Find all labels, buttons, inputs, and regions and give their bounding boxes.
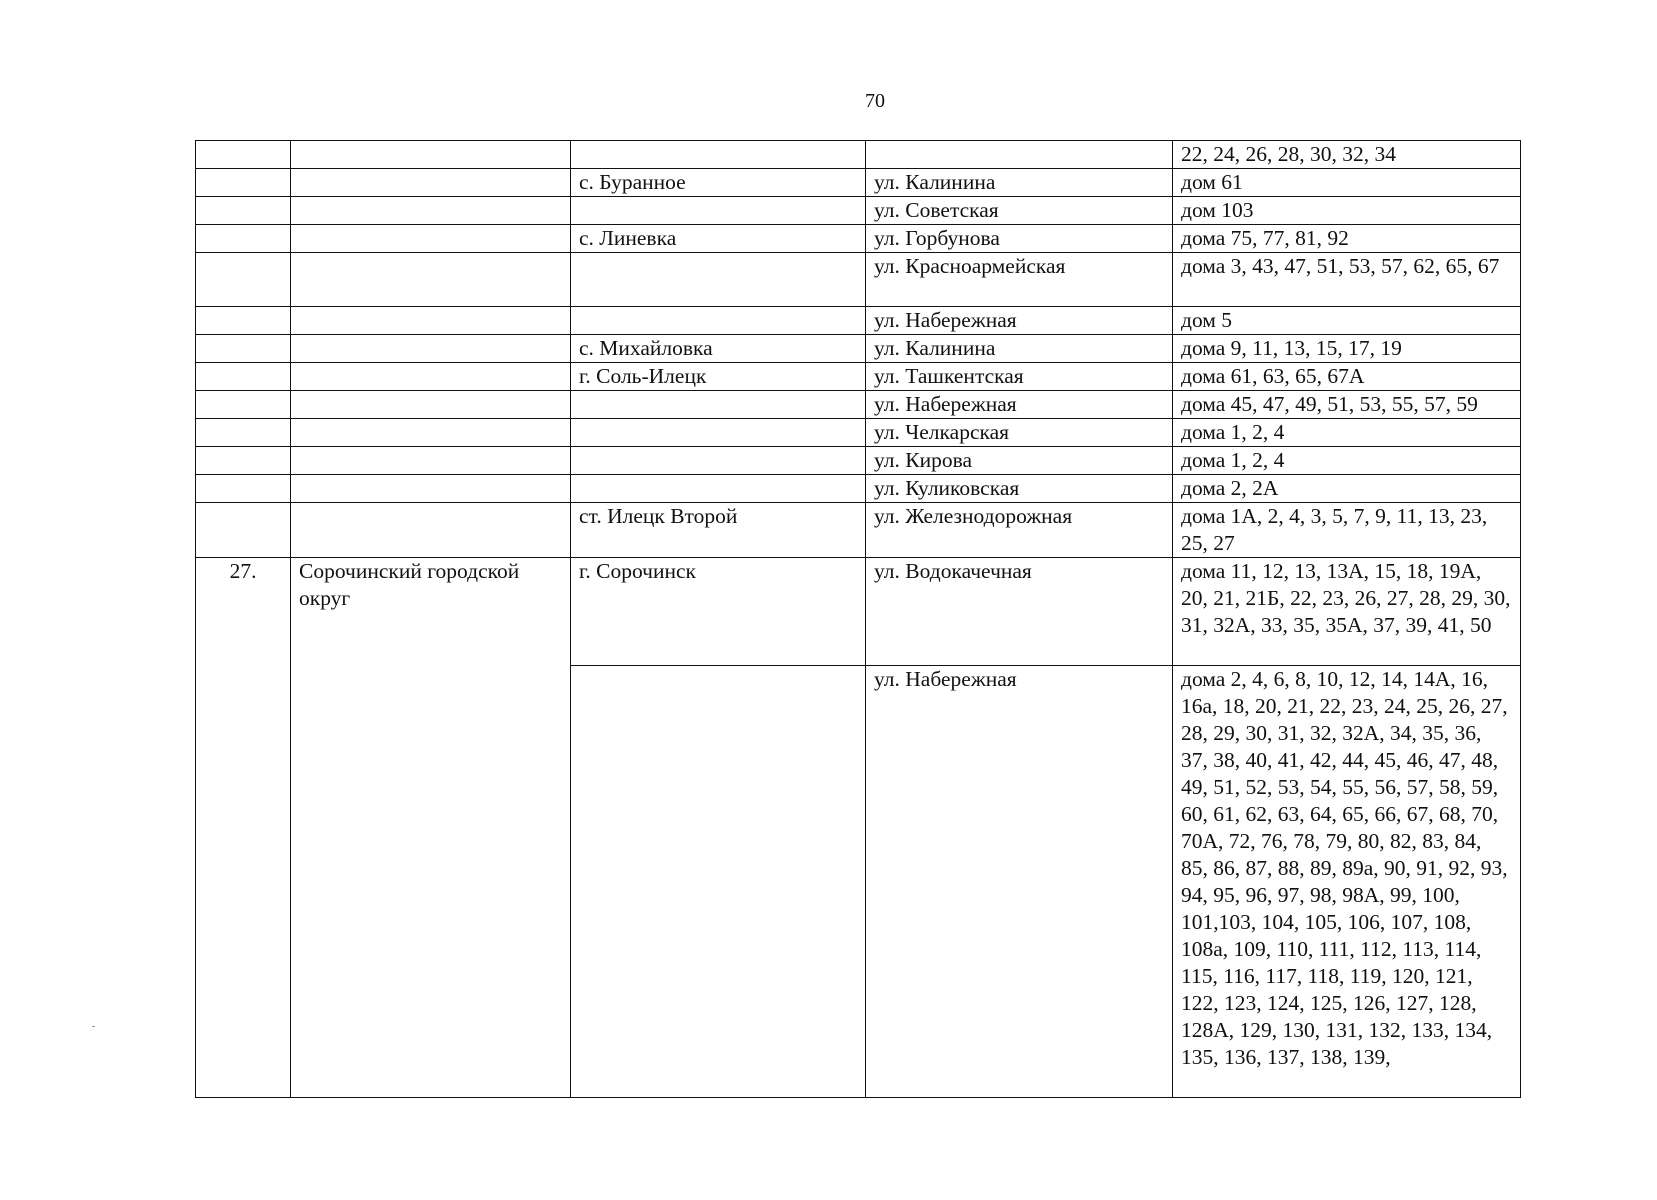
table-row (196, 475, 1521, 503)
cell-street: ул. Ташкентская (866, 363, 1173, 391)
cell-houses: дома 1, 2, 4 (1173, 447, 1521, 475)
table-row (196, 335, 1521, 363)
cell-houses: дома 45, 47, 49, 51, 53, 55, 57, 59 (1173, 391, 1521, 419)
cell-street: ул. Красноармейская (866, 253, 1173, 307)
cell-locality (571, 307, 866, 335)
cell-street: ул. Водокачечная (866, 558, 1173, 666)
cell-street: ул. Советская (866, 197, 1173, 225)
cell-houses: дома 9, 11, 13, 15, 17, 19 (1173, 335, 1521, 363)
cell-district (291, 335, 571, 363)
table-row (196, 225, 1521, 253)
cell-district: Сорочинский городской округ (291, 558, 571, 1098)
cell-number (196, 447, 291, 475)
cell-district (291, 391, 571, 419)
cell-district (291, 253, 571, 307)
cell-houses: дом 5 (1173, 307, 1521, 335)
cell-street: ул. Горбунова (866, 225, 1173, 253)
cell-street (866, 141, 1173, 169)
cell-houses: дома 61, 63, 65, 67А (1173, 363, 1521, 391)
cell-number (196, 475, 291, 503)
table-row (196, 558, 1521, 666)
cell-houses: дома 2, 2А (1173, 475, 1521, 503)
cell-district (291, 419, 571, 447)
cell-locality (571, 391, 866, 419)
cell-locality (571, 419, 866, 447)
cell-district (291, 503, 571, 558)
table-row (196, 503, 1521, 558)
cell-district (291, 225, 571, 253)
cell-street: ул. Набережная (866, 307, 1173, 335)
address-table (195, 140, 1521, 1098)
cell-locality: с. Михайловка (571, 335, 866, 363)
cell-number (196, 197, 291, 225)
table-row (196, 363, 1521, 391)
table-row (196, 391, 1521, 419)
cell-houses: дом 103 (1173, 197, 1521, 225)
cell-number (196, 363, 291, 391)
cell-district (291, 197, 571, 225)
cell-locality: ст. Илецк Второй (571, 503, 866, 558)
cell-houses: дома 1А, 2, 4, 3, 5, 7, 9, 11, 13, 23, 25, 27 (1173, 503, 1521, 558)
cell-street: ул. Челкарская (866, 419, 1173, 447)
cell-district (291, 141, 571, 169)
page-number: 70 (865, 90, 885, 112)
cell-locality (571, 197, 866, 225)
cell-locality: г. Сорочинск (571, 558, 866, 666)
table-row (196, 169, 1521, 197)
cell-street: ул. Калинина (866, 169, 1173, 197)
cell-street: ул. Кирова (866, 447, 1173, 475)
cell-houses: дома 1, 2, 4 (1173, 419, 1521, 447)
table-row (196, 253, 1521, 307)
table-row (196, 419, 1521, 447)
cell-houses: дома 11, 12, 13, 13А, 15, 18, 19А, 20, 21, 21Б, 22, 23, 26, 27, 28, 29, 30, 31, 32А, 33, 35, 35А, 37, 39, 41, 50 (1173, 558, 1521, 666)
cell-locality (571, 475, 866, 503)
cell-houses: дома 2, 4, 6, 8, 10, 12, 14, 14А, 16, 16а, 18, 20, 21, 22, 23, 24, 25, 26, 27, 28, 29, 30, 31, 32, 32А, 34, 35, 36, 37, 38, 40, 41, 42, 44, 45, 46, 47, 48, 49, 51, 52, 53, 54, 55, 56, 57, 58, 59, 60, 61, 62, 63, 64, 65, 66, 67, 68, 70, 70А, 72, 76, 78, 79, 80, 82, 83, 84, 85, 86, 87, 88, 89, 89а, 90, 91, 92, 93, 94, 95, 96, 97, 98, 98А, 99, 100, 101,103, 104, 105, 106, 107, 108, 108а, 109, 110, 111, 112, 113, 114, 115, 116, 117, 118, 119, 120, 121, 122, 123, 124, 125, 126, 127, 128, 128А, 129, 130, 131, 132, 133, 134, 135, 136, 137, 138, 139, (1173, 666, 1521, 1098)
cell-district (291, 307, 571, 335)
cell-locality: с. Буранное (571, 169, 866, 197)
cell-number (196, 503, 291, 558)
cell-number (196, 141, 291, 169)
cell-number (196, 307, 291, 335)
cell-street: ул. Куликовская (866, 475, 1173, 503)
cell-locality (571, 666, 866, 1098)
table-row (196, 141, 1521, 169)
cell-street: ул. Калинина (866, 335, 1173, 363)
scan-mark (92, 1026, 95, 1027)
cell-houses: 22, 24, 26, 28, 30, 32, 34 (1173, 141, 1521, 169)
cell-district (291, 447, 571, 475)
cell-number (196, 253, 291, 307)
cell-number (196, 169, 291, 197)
cell-locality (571, 447, 866, 475)
table-row (196, 197, 1521, 225)
cell-district (291, 475, 571, 503)
cell-locality (571, 141, 866, 169)
cell-number (196, 335, 291, 363)
cell-houses: дом 61 (1173, 169, 1521, 197)
cell-locality: г. Соль-Илецк (571, 363, 866, 391)
cell-locality: с. Линевка (571, 225, 866, 253)
cell-houses: дома 75, 77, 81, 92 (1173, 225, 1521, 253)
cell-houses: дома 3, 43, 47, 51, 53, 57, 62, 65, 67 (1173, 253, 1521, 307)
cell-street: ул. Железнодорожная (866, 503, 1173, 558)
table-row (196, 447, 1521, 475)
cell-street: ул. Набережная (866, 666, 1173, 1098)
cell-number (196, 391, 291, 419)
cell-district (291, 169, 571, 197)
cell-district (291, 363, 571, 391)
cell-number (196, 419, 291, 447)
cell-street: ул. Набережная (866, 391, 1173, 419)
cell-number (196, 225, 291, 253)
table-row (196, 307, 1521, 335)
cell-number: 27. (196, 558, 291, 1098)
cell-locality (571, 253, 866, 307)
